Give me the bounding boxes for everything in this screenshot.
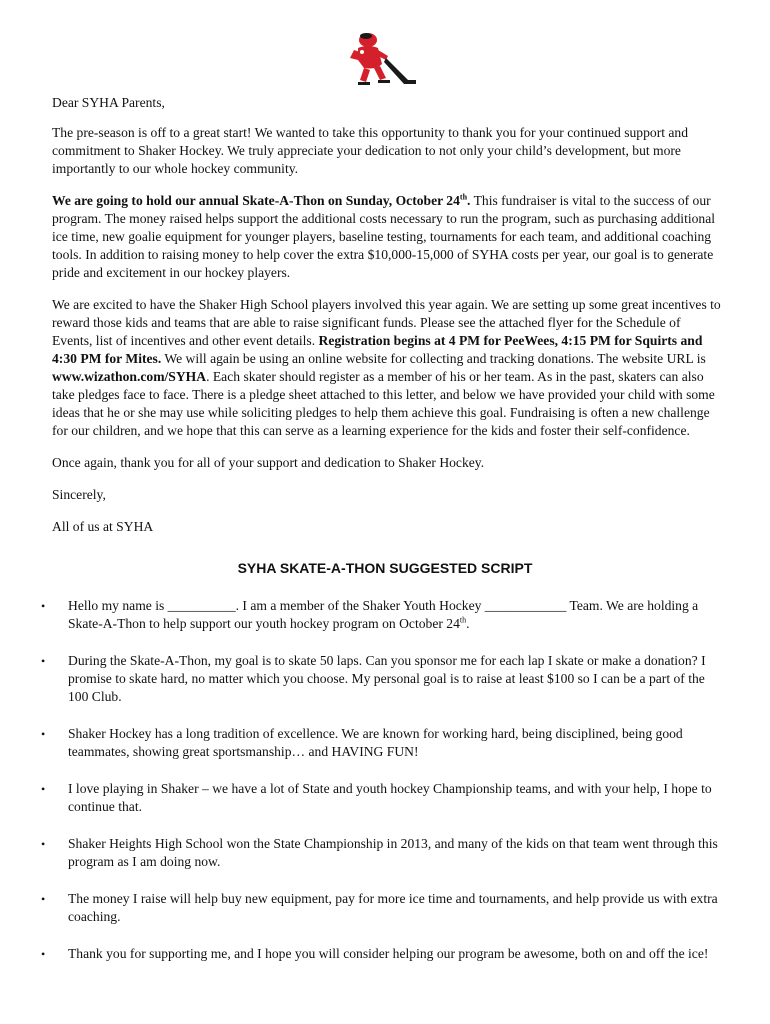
script-list bbox=[0, 597, 770, 982]
event-announcement-end: . bbox=[467, 193, 471, 208]
paragraph-details bbox=[52, 296, 724, 440]
closing: Sincerely, bbox=[52, 487, 106, 502]
script-line-7: Thank you for supporting me, and I hope you will consider helping our program be awesome, both on and off the ice! bbox=[68, 946, 709, 961]
list-item bbox=[0, 725, 720, 761]
details-text-a: We are excited to have the Shaker High School players involved this year again. We are setting up some great incentives to reward those kids and teams that are able to raise significant funds. Please see the attached flyer for the Schedule of Events, list of incentives and other event details. bbox=[52, 297, 721, 348]
bullet-icon: • bbox=[41, 837, 46, 851]
event-announcement-text: We are going to hold our annual Skate-A-Thon on Sunday, October 24 bbox=[52, 193, 460, 208]
bullet-icon: • bbox=[41, 782, 46, 796]
greeting: Dear SYHA Parents, bbox=[52, 95, 165, 110]
paragraph-thanks: Once again, thank you for all of your support and dedication to Shaker Hockey. bbox=[52, 455, 485, 470]
details-text-c: . Each skater should register as a member of his or her team. As in the past, skaters can also take pledges face to face. There is a pledge sheet attached to this letter, and below we have provided your child with some ideas that he or she may use while soliciting pledges to help them achieve this goal. Fundraising is often a new challenge for our children, and we hope that this can serve as a learning experience for the kids and foster their self-confidence. bbox=[52, 369, 715, 438]
registration-times: Registration begins at 4 PM for PeeWees, 4:15 PM for Squirts and 4:30 PM for Mites. bbox=[52, 333, 703, 366]
script-title: SYHA SKATE-A-THON SUGGESTED SCRIPT bbox=[237, 560, 533, 576]
bullet-icon: • bbox=[41, 599, 46, 613]
list-item bbox=[0, 890, 720, 926]
event-announcement bbox=[52, 193, 470, 208]
paragraph-skate-a-thon bbox=[52, 192, 724, 282]
list-item bbox=[0, 835, 720, 871]
bullet-icon: • bbox=[41, 892, 46, 906]
script-line-1: Hello my name is __________. I am a member of the Shaker Youth Hockey ____________ Team. We are holding a Skate-A-Thon to help support our youth hockey program on October 24 bbox=[68, 598, 699, 631]
list-item bbox=[0, 597, 720, 633]
script-line-4: I love playing in Shaker – we have a lot of State and youth hockey Championship teams, and with your help, I hope to continue that. bbox=[68, 781, 712, 814]
script-line-3: Shaker Hockey has a long tradition of excellence. We are known for working hard, being disciplined, being good teammates, showing great sportsmanship… and HAVING FUN! bbox=[68, 726, 683, 759]
bullet-icon: • bbox=[41, 654, 46, 668]
list-item bbox=[0, 780, 720, 816]
script-line-2: During the Skate-A-Thon, my goal is to skate 50 laps. Can you sponsor me for each lap I skate or make a donation? I promise to skate hard, no matter which you choose. My personal goal is to raise at least $100 so I can be a part of the 100 Club. bbox=[68, 653, 706, 704]
script-line-1-end: . bbox=[466, 616, 470, 631]
bullet-icon: • bbox=[41, 727, 46, 741]
script-line-5: Shaker Heights High School won the State Championship in 2013, and many of the kids on that team went through this program as I am doing now. bbox=[68, 836, 718, 869]
letter-body bbox=[52, 94, 724, 550]
script-line-6: The money I raise will help buy new equipment, pay for more ice time and tournaments, and help provide us with extra coaching. bbox=[68, 891, 718, 924]
details-text-b: We will again be using an online website for collecting and tracking donations. The website URL is bbox=[161, 351, 706, 366]
ordinal-suffix: th bbox=[459, 192, 468, 202]
list-item bbox=[0, 652, 720, 706]
hockey-player-mascot-logo bbox=[346, 30, 420, 92]
signature: All of us at SYHA bbox=[52, 519, 154, 534]
website-url[interactable]: www.wizathon.com/SYHA bbox=[52, 369, 207, 384]
ordinal-suffix: th bbox=[459, 615, 467, 625]
paragraph-intro: The pre-season is off to a great start! We wanted to take this opportunity to thank you for your continued support and commitment to Shaker Hockey. We truly appreciate your dedication to not only your child’s development, but more importantly to our whole hockey community. bbox=[52, 125, 689, 176]
list-item bbox=[0, 945, 720, 963]
paragraph-skate-a-thon-rest: This fundraiser is vital to the success of our program. The money raised helps support the additional costs necessary to run the program, such as purchasing additional ice time, new goalie equipment for younger players, baseline testing, tournaments for each team, and additional coaching tools. In addition to raising money to help cover the extra $10,000-15,000 of SYHA costs per year, our goal is to generate pride and excitement in our hockey players. bbox=[52, 193, 716, 280]
bullet-icon: • bbox=[41, 947, 46, 961]
